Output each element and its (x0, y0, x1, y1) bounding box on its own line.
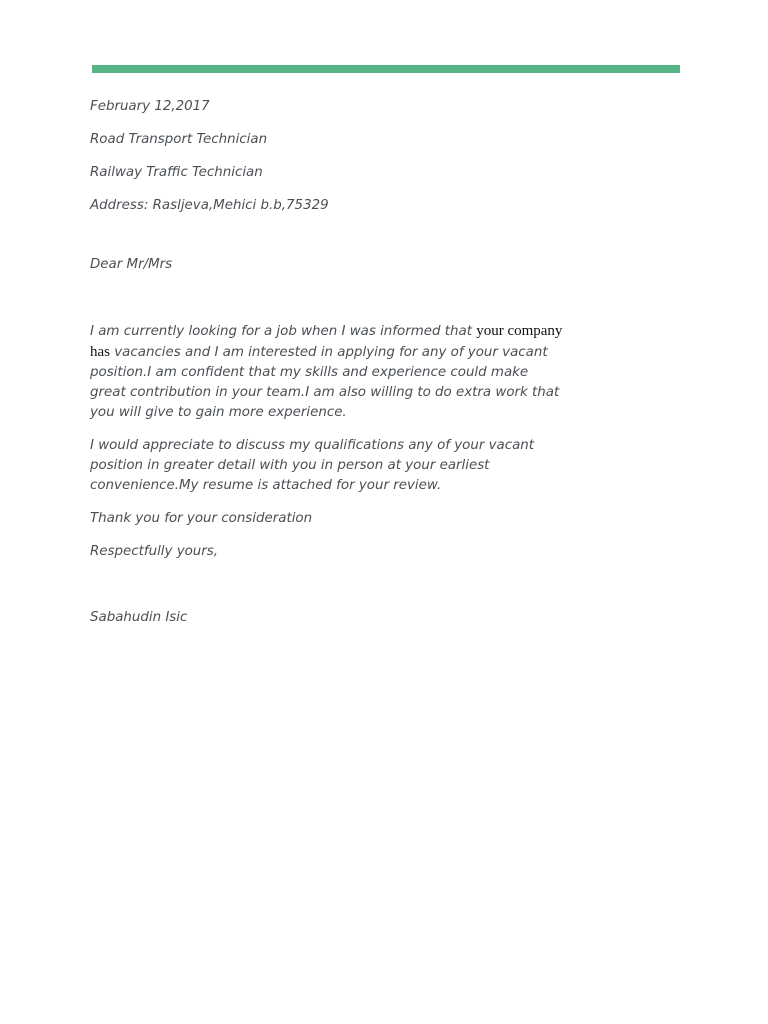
letter-greeting: Dear Mr/Mrs (90, 257, 173, 272)
thanks-line: Thank you for your consideration (90, 511, 313, 526)
body-paragraph-1-serif-fragment: your company has (90, 323, 563, 360)
letter-closing: Respectfully yours, (90, 544, 219, 560)
letter-date: February 12,2017 (90, 99, 210, 114)
cover-letter (90, 97, 565, 628)
body-paragraph-1-start: I am currently looking for a job when I was informed that (90, 324, 477, 339)
body-paragraph-2: I would appreciate to discuss my qualifications any of your vacant position in greater detail with you in person at your earliest convenience.My resume is attached for your review. (90, 438, 535, 493)
recipient-line-1: Road Transport Technician (90, 132, 268, 147)
body-paragraph-1-end: vacancies and I am interested in applying for any of your vacant position.I am confident that my skills and experience could make great contribution in your team.I am also willing to do extra work that you will give to gain more experience. (90, 345, 560, 420)
recipient-address: Address: Rasljeva,Mehici b.b,75329 (90, 198, 329, 213)
recipient-line-2: Railway Traffic Technician (90, 165, 263, 180)
signature-name: Sabahudin Isic (90, 610, 188, 626)
body-paragraph-1 (90, 321, 565, 423)
header-accent-bar (92, 65, 680, 73)
